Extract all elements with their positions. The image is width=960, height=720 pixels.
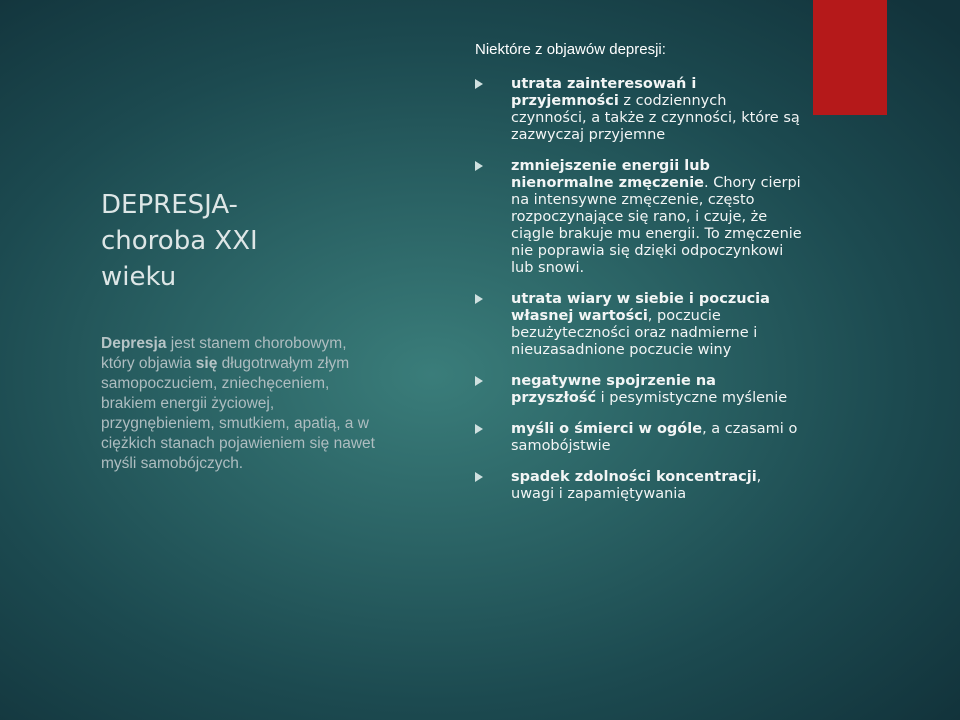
- symptom-bold: zmniejszenie energii lub nienormalne zmęczenie: [511, 158, 710, 191]
- symptom-item: [475, 76, 805, 144]
- symptom-bold: utrata zainteresowań i przyjemności: [511, 76, 697, 109]
- symptom-item: [475, 373, 805, 407]
- symptom-text: , uwagi i zapamiętywania: [511, 469, 762, 502]
- title-line-3: wieku: [101, 262, 177, 292]
- depression-description: [101, 334, 376, 474]
- symptom-bold: utrata wiary w siebie i poczucia własnej wartości: [511, 291, 770, 324]
- symptom-bold: negatywne spojrzenie na przyszłość: [511, 373, 716, 406]
- title-line-2: choroba XXI: [101, 226, 258, 256]
- triangle-bullet-icon: [475, 376, 483, 386]
- title-line-1: DEPRESJA-: [101, 190, 238, 220]
- symptom-item: [475, 291, 805, 359]
- symptom-item: [475, 421, 805, 455]
- symptom-text: z codziennych czynności, a także z czynności, które są zazwyczaj przyjemne: [511, 93, 800, 143]
- triangle-bullet-icon: [475, 79, 483, 89]
- triangle-bullet-icon: [475, 424, 483, 434]
- description-term: Depresja: [101, 335, 167, 352]
- slide-title: [101, 187, 321, 295]
- triangle-bullet-icon: [475, 294, 483, 304]
- triangle-bullet-icon: [475, 161, 483, 171]
- symptoms-heading: Niektóre z objawów depresji:: [475, 41, 666, 58]
- symptom-item: [475, 158, 805, 277]
- triangle-bullet-icon: [475, 472, 483, 482]
- description-text-2: długotrwałym złym samopoczuciem, zniechęceniem, brakiem energii życiowej, przygnębieniem, smutkiem, apatią, a w ciężkich stanach pojawieniem się nawet myśli samobójczych.: [101, 355, 375, 472]
- symptom-list: [475, 76, 805, 517]
- symptom-item: [475, 469, 805, 503]
- symptom-bold: myśli o śmierci w ogóle: [511, 421, 703, 437]
- symptom-text: i pesymistyczne myślenie: [596, 390, 788, 406]
- description-text-1: jest stanem chorobowym, który objawia: [101, 335, 347, 372]
- symptom-text: . Chory cierpi na intensywne zmęczenie, często rozpoczynające się rano, i czuje, że ciągle brakuje mu energii. To zmęczenie nie poprawia się dzięki odpoczynkowi lub snowi.: [511, 175, 802, 276]
- red-accent-bar: [813, 0, 887, 115]
- symptom-bold: spadek zdolności koncentracji: [511, 469, 757, 485]
- description-bold-word: się: [195, 355, 218, 372]
- symptom-text: , a czasami o samobójstwie: [511, 421, 798, 454]
- symptom-text: , poczucie bezużyteczności oraz nadmierne i nieuzasadnione poczucie winy: [511, 308, 758, 358]
